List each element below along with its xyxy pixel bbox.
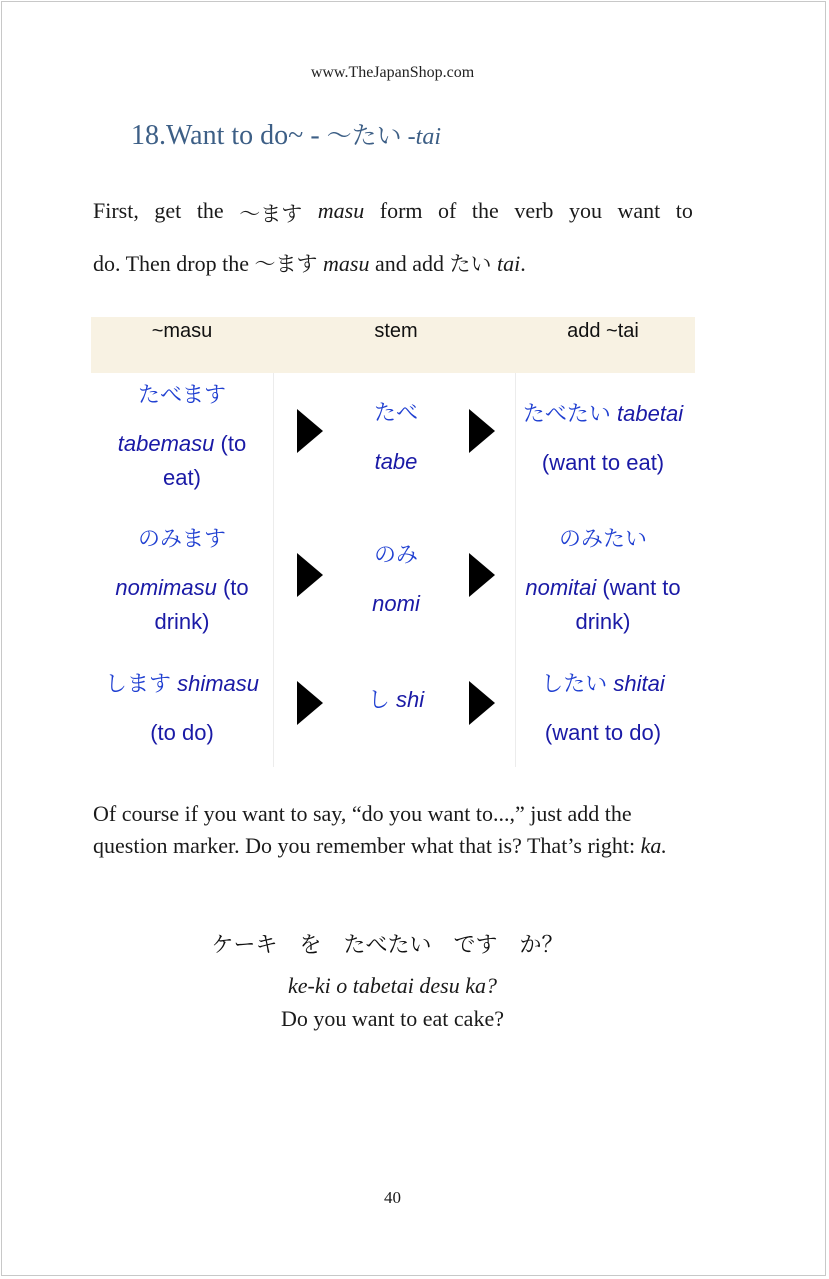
intro-word: to xyxy=(675,198,693,223)
intro-jp: ～ます xyxy=(254,252,318,276)
row3-masu xyxy=(91,667,273,750)
row1-masu-romaji: tabemasu xyxy=(117,431,215,456)
row2-masu-romaji: nomimasu xyxy=(115,575,217,600)
example-romaji: ke-ki o tabetai desu ka? xyxy=(288,973,497,998)
row2-masu-jp: のみます xyxy=(137,527,226,552)
example-english: Do you want to eat cake? xyxy=(281,1006,504,1031)
row3-masu-meaning: (to do) xyxy=(150,720,214,745)
intro-word: want xyxy=(617,198,661,223)
explanation-paragraph xyxy=(93,798,703,862)
table-header xyxy=(91,317,695,373)
intro-italic: tai xyxy=(491,251,521,276)
row1-tai-romaji: tabetai xyxy=(610,401,684,426)
row3-masu-romaji: shimasu xyxy=(170,671,260,696)
row3-tai-romaji: shitai xyxy=(607,671,665,696)
intro-text: . xyxy=(520,251,526,276)
row1-tai-meaning: (want to eat) xyxy=(541,450,665,475)
intro-word: the xyxy=(196,198,224,223)
header-add-tai: add ~tai xyxy=(567,320,639,342)
row1-masu-jp: たべます xyxy=(137,383,226,408)
arrow-triangle-icon xyxy=(469,681,495,725)
row1-stem xyxy=(323,397,469,479)
example-japanese: ケーキ を たべたい です か？ xyxy=(211,933,564,958)
intro-line-2 xyxy=(93,248,693,278)
row3-tai-meaning: (want to do) xyxy=(544,720,662,745)
row3-stem xyxy=(323,683,469,718)
intro-word-jp: ～ます xyxy=(239,202,303,226)
row1-tai xyxy=(503,397,703,480)
row2-stem-jp: のみ xyxy=(373,543,418,568)
row2-tai-romaji: nomitai xyxy=(525,575,597,600)
header-masu: ~masu xyxy=(151,320,213,342)
section-heading xyxy=(131,116,441,152)
site-url: www.TheJapanShop.com xyxy=(310,64,475,81)
row1-tai-jp: たべたい xyxy=(522,402,611,427)
intro-word: form xyxy=(379,198,423,223)
intro-text: and add xyxy=(369,251,450,276)
row3-tai xyxy=(503,667,703,750)
row1-masu-romaji-line xyxy=(91,427,273,461)
row2-masu-romaji-line xyxy=(91,571,273,605)
header-stem: stem xyxy=(374,320,418,342)
row3-stem-romaji: shi xyxy=(389,687,425,712)
heading-jp: ～たい xyxy=(326,121,402,150)
paragraph-answer: ka. xyxy=(640,833,667,858)
row2-tai-jp: のみたい xyxy=(558,527,647,552)
arrow-triangle-icon xyxy=(469,553,495,597)
intro-jp: たい xyxy=(449,252,492,276)
intro-word: First, xyxy=(93,198,139,223)
row3-tai-jp: したい xyxy=(541,672,608,697)
intro-word: verb xyxy=(514,198,554,223)
page-number: 40 xyxy=(384,1188,401,1207)
row2-masu-meaning-2: drink) xyxy=(154,609,210,634)
row2-tai xyxy=(503,523,703,639)
row3-stem-jp: し xyxy=(367,688,390,713)
arrow-triangle-icon xyxy=(297,409,323,453)
intro-word: you xyxy=(568,198,602,223)
heading-title: 18.Want to do~ - xyxy=(131,120,327,151)
intro-italic: masu xyxy=(317,251,370,276)
row1-masu-meaning: (to xyxy=(214,431,247,456)
row2-tai-romaji-line xyxy=(503,571,703,605)
row2-tai-meaning: (want to xyxy=(596,575,681,600)
paragraph-text: Of course if you want to say, “do you want to...,” just add the question marker. Do you remember what that is? That’s right: xyxy=(93,801,641,858)
row3-masu-jp: します xyxy=(104,672,171,697)
column-divider xyxy=(273,373,274,767)
row2-masu xyxy=(91,523,273,639)
row2-tai-meaning-2: drink) xyxy=(575,609,631,634)
arrow-triangle-icon xyxy=(297,681,323,725)
intro-word: of xyxy=(438,198,457,223)
intro-word: the xyxy=(471,198,499,223)
intro-word-italic: masu xyxy=(317,198,365,223)
arrow-triangle-icon xyxy=(297,553,323,597)
arrow-triangle-icon xyxy=(469,409,495,453)
row2-stem xyxy=(323,539,469,621)
intro-line-1 xyxy=(93,198,693,228)
row1-stem-jp: たべ xyxy=(373,401,418,426)
row2-masu-meaning: (to xyxy=(216,575,249,600)
row1-masu-meaning-2: eat) xyxy=(163,465,201,490)
row1-masu xyxy=(91,379,273,495)
row1-stem-romaji: tabe xyxy=(374,449,418,474)
intro-text: do. Then drop the xyxy=(93,251,255,276)
intro-word: get xyxy=(154,198,182,223)
row2-stem-romaji: nomi xyxy=(372,591,420,616)
heading-romaji: -tai xyxy=(401,124,441,150)
